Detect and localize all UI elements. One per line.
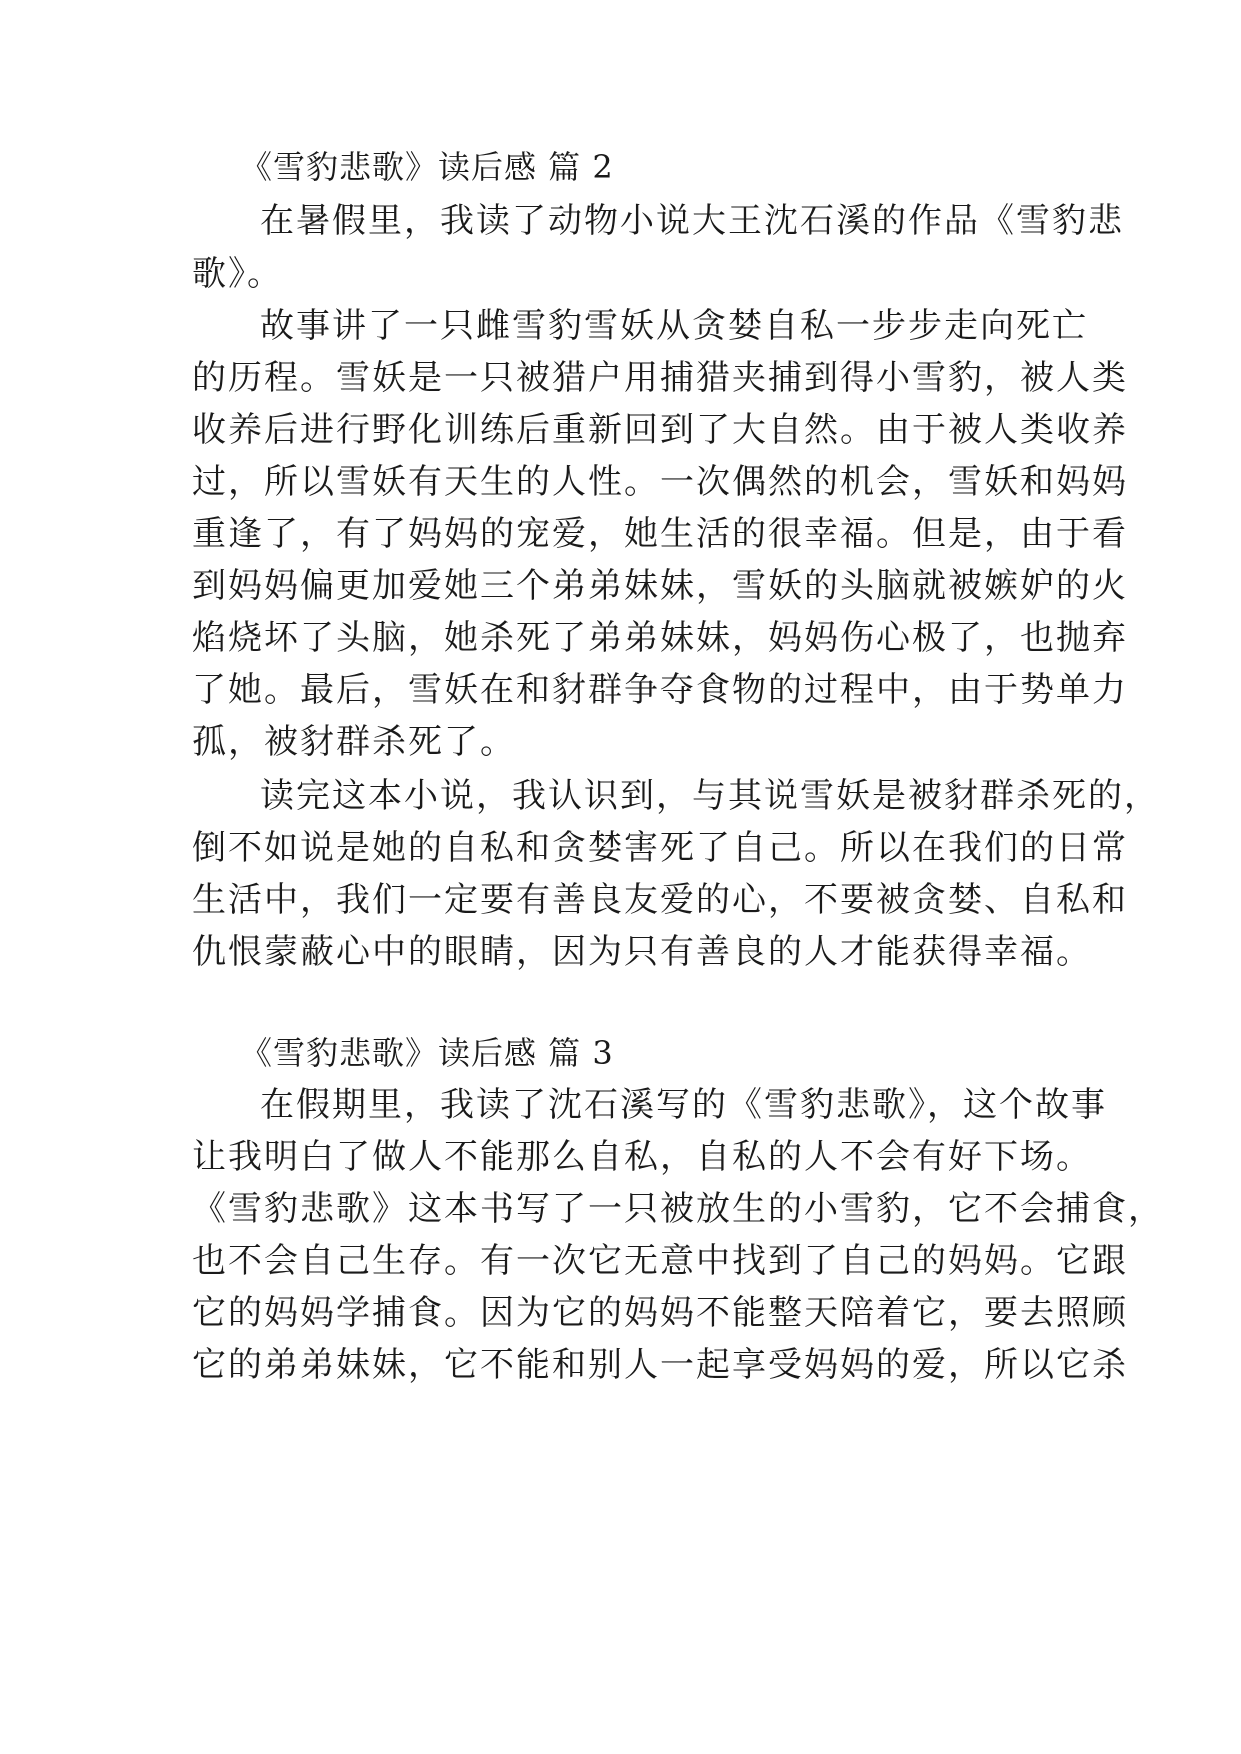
paragraph-line: 它的妈妈学捕食。因为它的妈妈不能整天陪着它，要去照顾 bbox=[192, 1293, 1128, 1333]
paragraph-line: 也不会自己生存。有一次它无意中找到了自己的妈妈。它跟 bbox=[192, 1241, 1128, 1281]
paragraph-line: 仇恨蒙蔽心中的眼睛，因为只有善良的人才能获得幸福。 bbox=[192, 932, 1092, 972]
paragraph-line: 的历程。雪妖是一只被猎户用捕猎夹捕到得小雪豹，被人类 bbox=[192, 358, 1128, 398]
paragraph-line: 故事讲了一只雌雪豹雪妖从贪婪自私一步步走向死亡 bbox=[260, 306, 1088, 346]
paragraph-line: 倒不如说是她的自私和贪婪害死了自己。所以在我们的日常 bbox=[192, 828, 1128, 868]
paragraph-line: 孤，被豺群杀死了。 bbox=[192, 722, 516, 762]
paragraph-line: 重逢了，有了妈妈的宠爱，她生活的很幸福。但是，由于看 bbox=[192, 514, 1128, 554]
paragraph-line: 它的弟弟妹妹，它不能和别人一起享受妈妈的爱，所以它杀 bbox=[192, 1345, 1128, 1385]
paragraph-line: 让我明白了做人不能那么自私，自私的人不会有好下场。 bbox=[192, 1137, 1092, 1177]
paragraph-line: 生活中，我们一定要有善良友爱的心，不要被贪婪、自私和 bbox=[192, 880, 1128, 920]
section-heading: 《雪豹悲歌》读后感 篇 3 bbox=[240, 1034, 614, 1072]
section-heading: 《雪豹悲歌》读后感 篇 2 bbox=[240, 148, 614, 186]
paragraph-line: 过，所以雪妖有天生的人性。一次偶然的机会，雪妖和妈妈 bbox=[192, 462, 1128, 502]
paragraph-line: 读完这本小说，我认识到，与其说雪妖是被豺群杀死的， bbox=[260, 776, 1160, 816]
paragraph-line: 在假期里，我读了沈石溪写的《雪豹悲歌》，这个故事 bbox=[260, 1085, 1107, 1125]
paragraph-line: 了她。最后，雪妖在和豺群争夺食物的过程中，由于势单力 bbox=[192, 670, 1128, 710]
paragraph-line: 在暑假里，我读了动物小说大王沈石溪的作品《雪豹悲 bbox=[260, 201, 1124, 241]
paragraph-line: 到妈妈偏更加爱她三个弟弟妹妹，雪妖的头脑就被嫉妒的火 bbox=[192, 566, 1128, 606]
paragraph-line: 《雪豹悲歌》这本书写了一只被放生的小雪豹，它不会捕食， bbox=[192, 1189, 1164, 1229]
paragraph-line: 歌》。 bbox=[192, 254, 283, 294]
paragraph-line: 焰烧坏了头脑，她杀死了弟弟妹妹，妈妈伤心极了，也抛弃 bbox=[192, 618, 1128, 658]
paragraph-line: 收养后进行野化训练后重新回到了大自然。由于被人类收养 bbox=[192, 410, 1128, 450]
